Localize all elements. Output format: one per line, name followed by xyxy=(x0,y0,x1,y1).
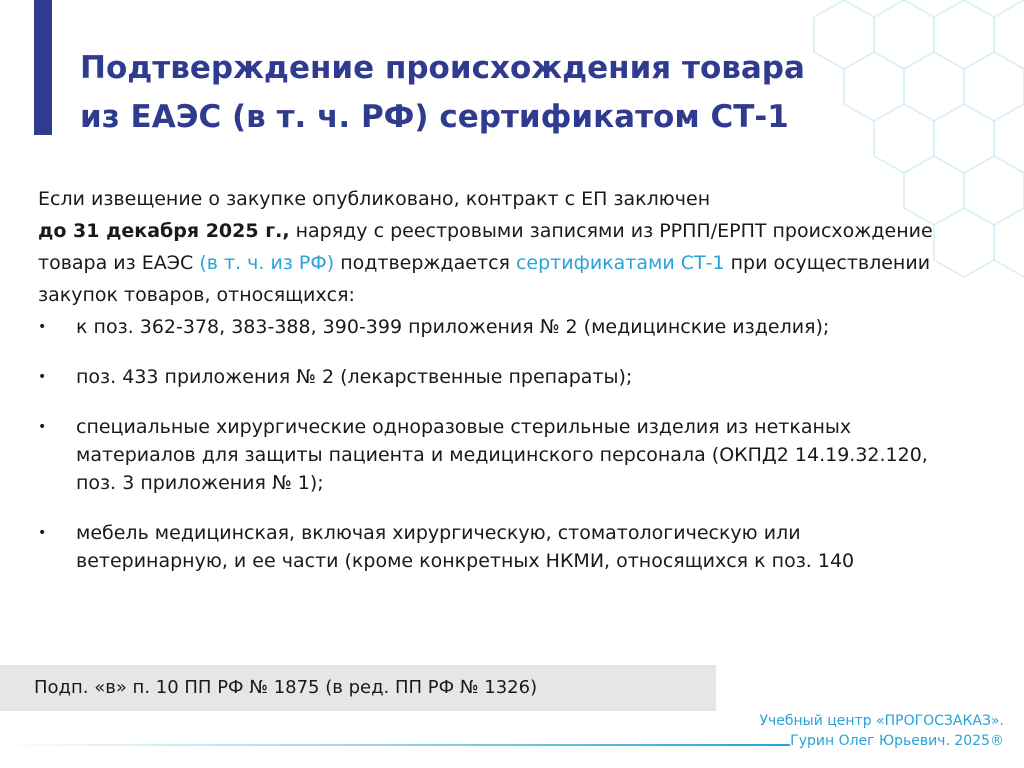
bullet-icon: • xyxy=(38,525,47,541)
intro-paragraph xyxy=(38,183,938,311)
intro-text: подтверждается xyxy=(334,252,516,274)
intro-text: Если извещение о закупке опубликовано, контракт с ЕП заключен xyxy=(38,188,711,210)
intro-text: наряду с реестровыми записями из РРПП/ЕРПТ происхождение товара из ЕАЭС xyxy=(38,220,933,274)
slide-title xyxy=(80,44,880,142)
list-item-text: специальные хирургические одноразовые стерильные изделия из нетканых материалов для защиты пациента и медицинского персонала (ОКПД2 14.19.32.120, поз. 3 приложения № 1); xyxy=(76,416,928,494)
list-item xyxy=(38,313,938,341)
list-item xyxy=(38,519,938,575)
footer-line: Гурин Олег Юрьевич. 2025® xyxy=(790,733,1004,749)
bullet-list xyxy=(38,313,938,597)
footer-credits xyxy=(759,711,1004,751)
intro-highlight: сертификатами СТ-1 xyxy=(515,252,725,274)
bullet-icon: • xyxy=(38,419,47,435)
list-item xyxy=(38,363,938,391)
bullet-icon: • xyxy=(38,319,47,335)
legal-reference: Подп. «в» п. 10 ПП РФ № 1875 (в ред. ПП РФ № 1326) xyxy=(0,665,716,711)
intro-text: при осуществлении закупок товаров, относящихся: xyxy=(38,252,931,306)
intro-deadline: до 31 декабря 2025 г., xyxy=(38,220,290,242)
title-line: из ЕАЭС (в т. ч. РФ) сертификатом СТ-1 xyxy=(80,99,789,135)
list-item xyxy=(38,413,938,497)
footer-divider xyxy=(0,744,790,746)
title-accent-bar xyxy=(34,0,52,135)
list-item-text: мебель медицинская, включая хирургическую, стоматологическую или ветеринарную, и ее части (кроме конкретных НКМИ, относящихся к поз. 140 xyxy=(76,522,855,572)
bullet-icon: • xyxy=(38,369,47,385)
title-line: Подтверждение происхождения товара xyxy=(80,50,805,86)
intro-highlight: (в т. ч. из РФ) xyxy=(199,252,335,274)
list-item-text: поз. 433 приложения № 2 (лекарственные препараты); xyxy=(76,366,633,388)
footer-line: Учебный центр «ПРОГОСЗАКАЗ». xyxy=(759,713,1004,729)
list-item-text: к поз. 362-378, 383-388, 390-399 приложения № 2 (медицинские изделия); xyxy=(76,316,830,338)
